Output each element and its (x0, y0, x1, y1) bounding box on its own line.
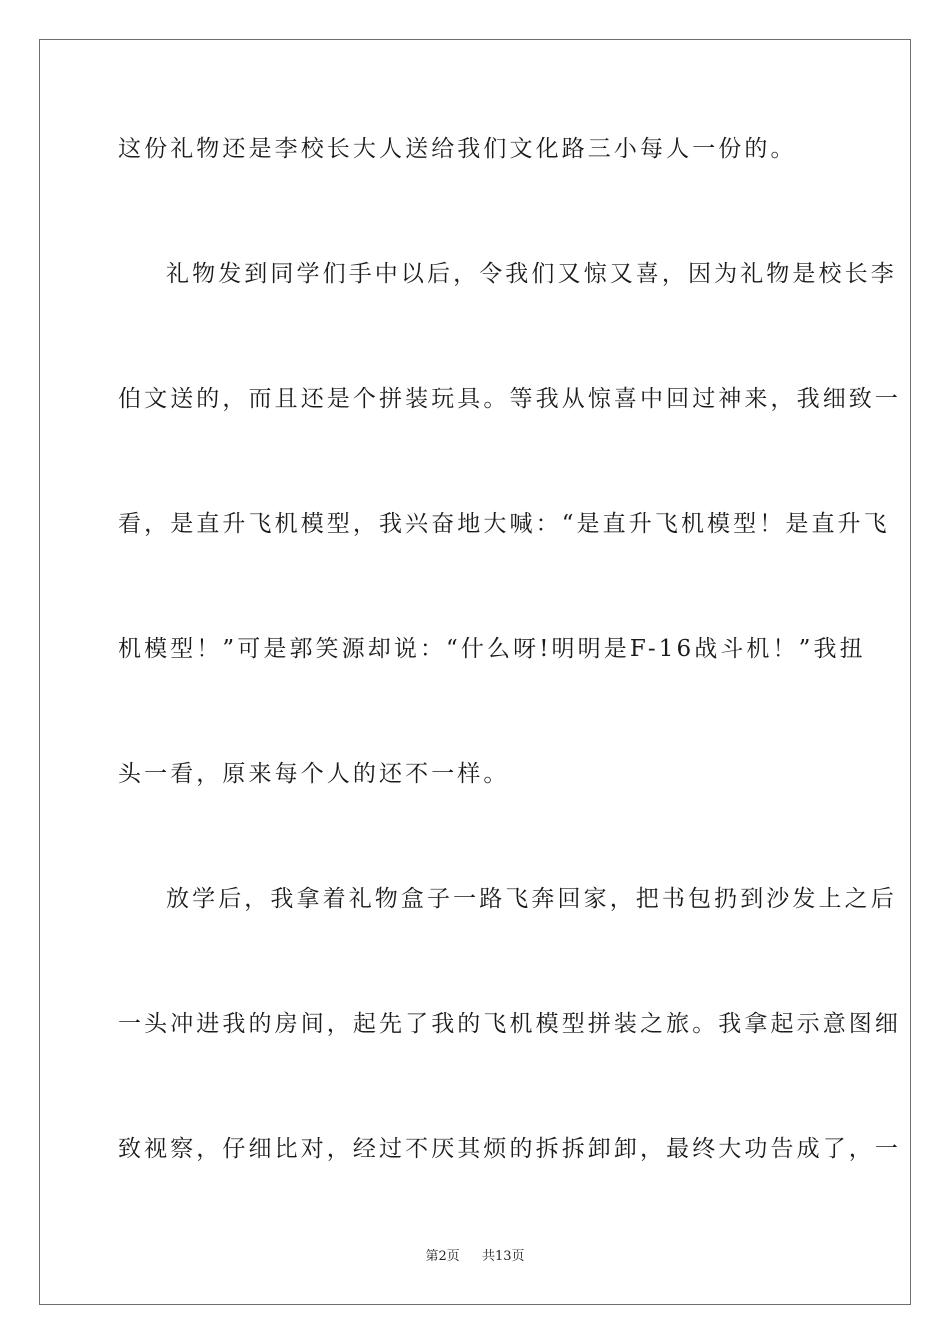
text-line: 看，是直升飞机模型，我兴奋地大喊：“是直升飞机模型！是直升飞 (118, 511, 890, 537)
text-line: 这份礼物还是李校长大人送给我们文化路三小每人一份的。 (118, 136, 797, 162)
page-footer (0, 1248, 950, 1266)
page-number: 第2页 (425, 1249, 460, 1264)
paragraph-first-line: 放学后，我拿着礼物盒子一路飞奔回家，把书包扔到沙发上之后 (166, 886, 897, 912)
text-line: 一头冲进我的房间，起先了我的飞机模型拼装之旅。我拿起示意图细 (118, 1011, 901, 1037)
text-line: 机模型！”可是郭笑源却说：“什么呀!明明是F-16战斗机！”我扭 (118, 636, 866, 662)
page-frame (39, 39, 911, 1305)
page-total: 共13页 (482, 1249, 525, 1264)
text-line: 伯文送的，而且还是个拼装玩具。等我从惊喜中回过神来，我细致一 (118, 386, 901, 412)
text-line: 致视察，仔细比对，经过不厌其烦的拆拆卸卸，最终大功告成了，一 (118, 1136, 901, 1162)
text-line: 头一看，原来每个人的还不一样。 (118, 761, 510, 787)
paragraph-first-line: 礼物发到同学们手中以后，令我们又惊又喜，因为礼物是校长李 (166, 261, 897, 287)
